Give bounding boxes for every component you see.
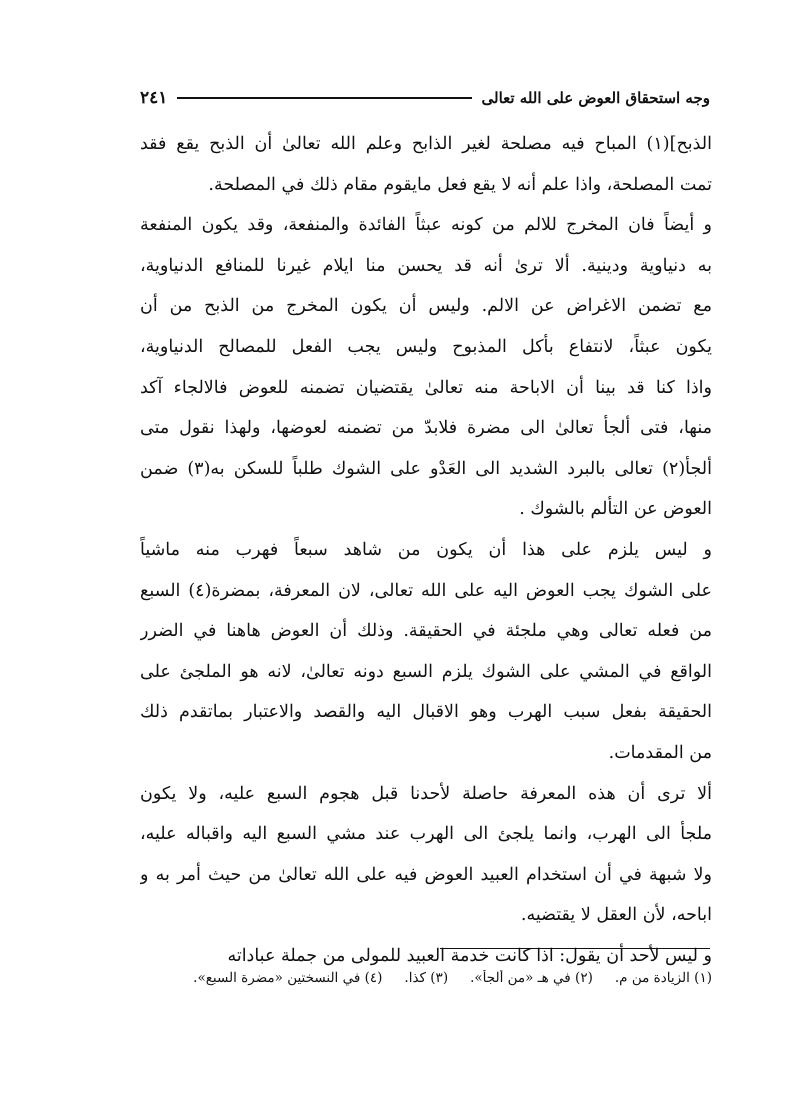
text-line: تمت المصلحة، واذا علم أنه لا يقع فعل مايقوم مقام ذلك في المصلحة. [208,174,712,195]
page-number: ٢٤١ [140,88,168,108]
text-line: ألجأ(٢) تعالى بالبرد الشديد الى العَدْو على الشوك طلباً للسكن به(٣) ضمن [140,458,712,479]
footnote: (٣) كذا. [404,970,449,986]
header-rule [177,97,471,99]
text-line: على الشوك يجب العوض اليه على الله تعالى، لان المعرفة، بمضرة(٤) السبع [140,580,712,601]
text-line: و أيضاً فان المخرج للالم من كونه عبثاً الفائدة والمنفعة، وقد يكون المنفعة [140,215,712,236]
text-line: ملجأ الى الهرب، وانما يلجئ الى الهرب عند مشي السبع اليه واقباله عليه، [140,824,712,845]
text-line: الذبح](١) المباح فيه مصلحة لغير الذابح وعلم الله تعالىٰ أن الذبح يقع فقد [140,134,712,154]
text-line: العوض عن التألم بالشوك . [519,499,712,520]
footnotes [140,970,712,986]
text-line: به دنياوية ودينية. ألا ترىٰ أنه قد يحسن منا ايلام غيرنا للمنافع الدنياوية، [140,255,712,276]
text-line: من المقدمات. [608,742,712,763]
text-line: و ليس لأحد أن يقول: اذا كانت خدمة العبيد للمولى من جملة عباداته [227,945,712,966]
text-line: يكون عبثاً، لانتفاع بأكل المذبوح وليس يجب الفعل للمصالح الدنياوية، [140,336,712,357]
page-header [140,86,710,110]
body-text [140,124,712,976]
footnote: (٢) في هـ «من ألجأ». [470,970,593,986]
text-line: الحقيقة بفعل سبب الهرب وهو الاقبال اليه والقصد والاعتبار بماتقدم ذلك [140,702,712,723]
text-line: واذا كنا قد بينا أن الاباحة منه تعالىٰ يقتضيان تضمنه للعوض فالالجاء آكد [140,377,712,398]
text-line: ولا شبهة في أن استخدام العبيد العوض فيه على الله تعالىٰ من حيث أمر به و [140,864,712,885]
footnote: (١) الزيادة من م. [614,970,712,986]
text-line: و ليس يلزم على هذا أن يكون من شاهد سبعاً فهرب منه ماشياً [140,539,712,560]
running-title: وجه استحقاق العوض على الله تعالى [481,89,710,107]
text-line: اباحه، لأن العقل لا يقتضيه. [520,905,712,926]
text-line: الواقع في المشي على الشوك يلزم السبع دونه تعالىٰ، لانه هو الملجئ على [140,661,712,682]
text-line: من فعله تعالى وهي ملجئة في الحقيقة. وذلك أن العوض هاهنا في الضرر [140,621,712,642]
footnote-separator [440,948,710,949]
text-line: منها، فتى ألجأ تعالىٰ الى مضرة فلابدّ من تضمنه لعوضها، ولهذا نقول متى [140,418,712,439]
text-line: ألا ترى أن هذه المعرفة حاصلة لأحدنا قبل هجوم السبع عليه، ولا يكون [140,783,712,804]
footnote: (٤) في النسختين «مضرة السبع». [193,970,383,986]
text-line: مع تضمن الاغراض عن الالم. وليس أن يكون المخرج من الذبح من أن [140,296,712,317]
